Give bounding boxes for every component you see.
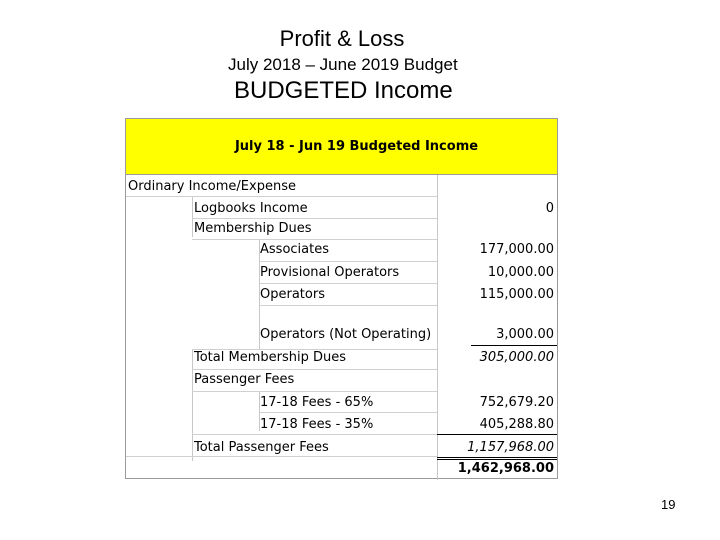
page-number: 19 — [661, 497, 676, 512]
grid-line — [192, 349, 193, 461]
row-label: Operators (Not Operating) — [260, 327, 432, 342]
grid-line — [192, 197, 193, 237]
income-table — [125, 118, 558, 479]
grid-line — [126, 196, 437, 197]
grid-line — [192, 391, 437, 392]
row-value: 115,000.00 — [479, 287, 554, 302]
row-value: 177,000.00 — [479, 242, 554, 257]
row-label: Logbooks Income — [194, 201, 308, 216]
grid-line — [192, 369, 437, 370]
row-value: 1,157,968.00 — [467, 440, 554, 455]
grid-line — [192, 239, 437, 240]
row-value: 0 — [545, 201, 554, 216]
row-value: 3,000.00 — [496, 327, 554, 342]
row-value: 405,288.80 — [479, 417, 554, 432]
row-label: Provisional Operators — [260, 265, 400, 280]
grid-line — [192, 434, 437, 435]
row-label: Passenger Fees — [194, 372, 295, 387]
row-label: Associates — [260, 242, 329, 257]
grid-line — [259, 261, 437, 262]
row-label: Ordinary Income/Expense — [128, 179, 296, 194]
row-label: 17-18 Fees - 65% — [260, 395, 374, 410]
subtotal-rule — [471, 345, 557, 346]
page-title: Profit & Loss — [279, 26, 405, 51]
row-value: 752,679.20 — [479, 395, 554, 410]
table-banner: July 18 - Jun 19 Budgeted Income — [126, 119, 557, 175]
row-label: Operators — [260, 287, 325, 302]
row-label: Membership Dues — [194, 221, 312, 236]
section-title: BUDGETED Income — [234, 77, 453, 104]
grand-total-value: 1,462,968.00 — [457, 461, 554, 476]
grid-line — [259, 305, 437, 306]
subtotal-rule — [437, 434, 557, 435]
grid-line — [259, 412, 437, 413]
row-label: 17-18 Fees - 35% — [260, 417, 374, 432]
row-value: 10,000.00 — [487, 265, 554, 280]
row-label: Total Passenger Fees — [194, 440, 329, 455]
grid-line — [192, 218, 437, 219]
page-subtitle: July 2018 – June 2019 Budget — [228, 55, 458, 74]
grid-line — [259, 283, 437, 284]
row-label: Total Membership Dues — [194, 350, 346, 365]
row-value: 305,000.00 — [479, 350, 554, 365]
